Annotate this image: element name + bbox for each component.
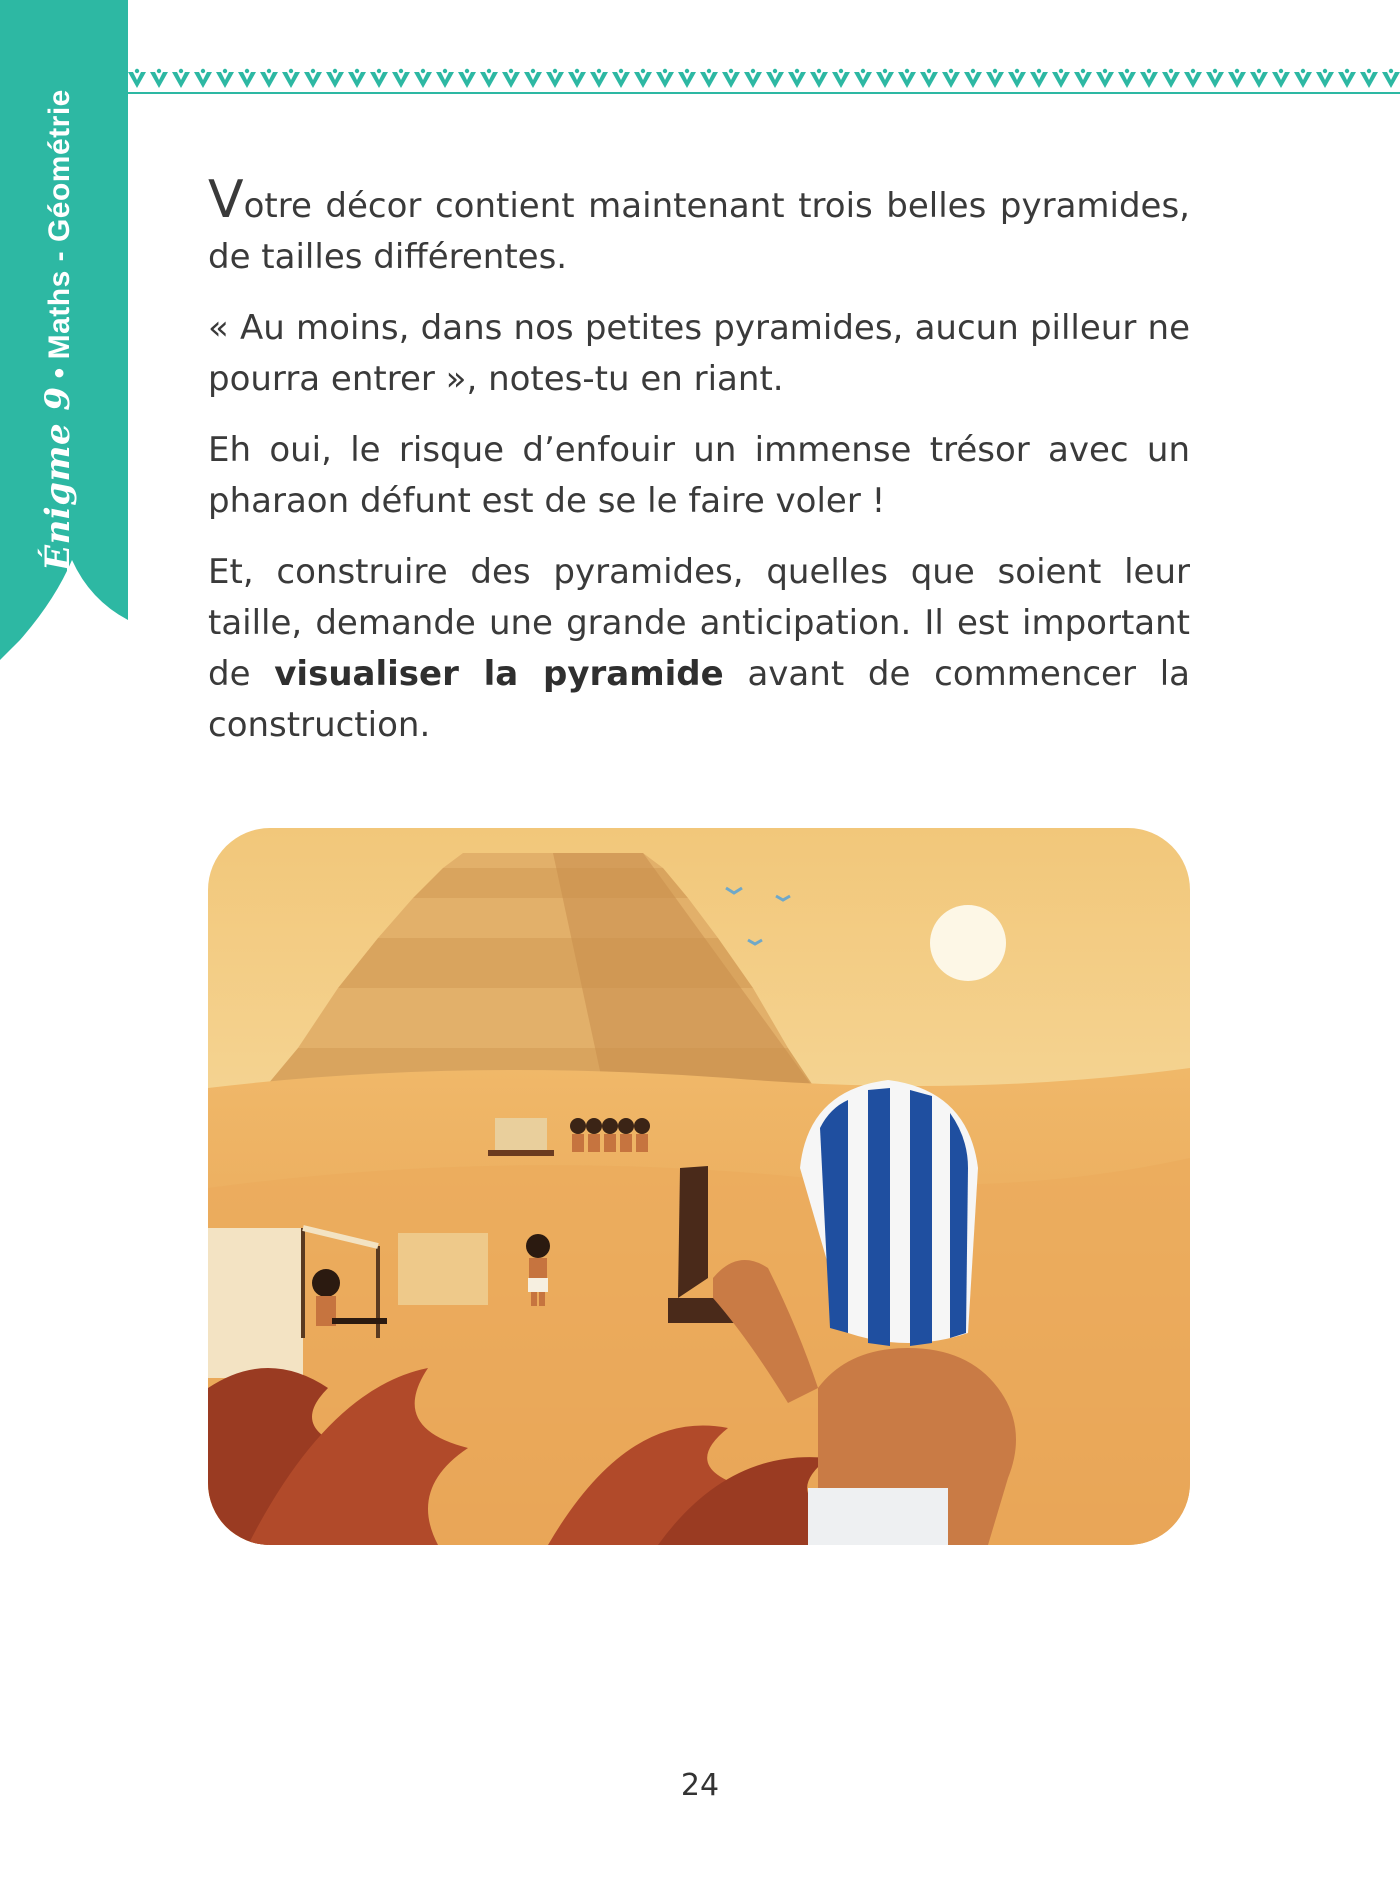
subject-label: Maths - Géométrie: [43, 89, 76, 360]
enigme-label: Énigme 9: [38, 386, 78, 571]
paragraph-4-after: avant de commencer la construction.: [208, 654, 1190, 745]
decorative-border: [126, 66, 1400, 100]
body-text: [208, 170, 1190, 771]
paragraph-1-text: otre décor contient maintenant trois belles pyramides, de tailles différentes.: [208, 186, 1190, 277]
pyramid-desert-scene-icon: [208, 828, 1190, 1545]
paragraph-4-before: Et, construire des pyramides, quelles que soient leur taille, demande une grande anticipation. Il est important de: [208, 552, 1190, 694]
stone-block-icon: [398, 1233, 488, 1305]
set-square-icon: [678, 1166, 708, 1298]
chapter-tab: [0, 0, 130, 660]
dropcap: V: [208, 170, 244, 230]
paragraph-4: [208, 547, 1190, 751]
paragraph-3: Eh oui, le risque d’enfouir un immense trésor avec un pharaon défunt est de se le faire voler !: [208, 430, 1190, 521]
paragraph-4-emphasis: visualiser la pyramide: [274, 654, 724, 694]
sun-icon: [930, 905, 1006, 981]
paragraph-1: [208, 170, 1190, 283]
page-number: 24: [680, 1768, 720, 1803]
chapter-label: [38, 89, 78, 571]
tab-separator: •: [43, 367, 76, 379]
paragraph-2: « Au moins, dans nos petites pyramides, aucun pilleur ne pourra entrer », notes-tu en riant.: [208, 308, 1190, 399]
lotus-border-icon: [126, 66, 1400, 100]
pyramid-illustration: [208, 828, 1190, 1545]
